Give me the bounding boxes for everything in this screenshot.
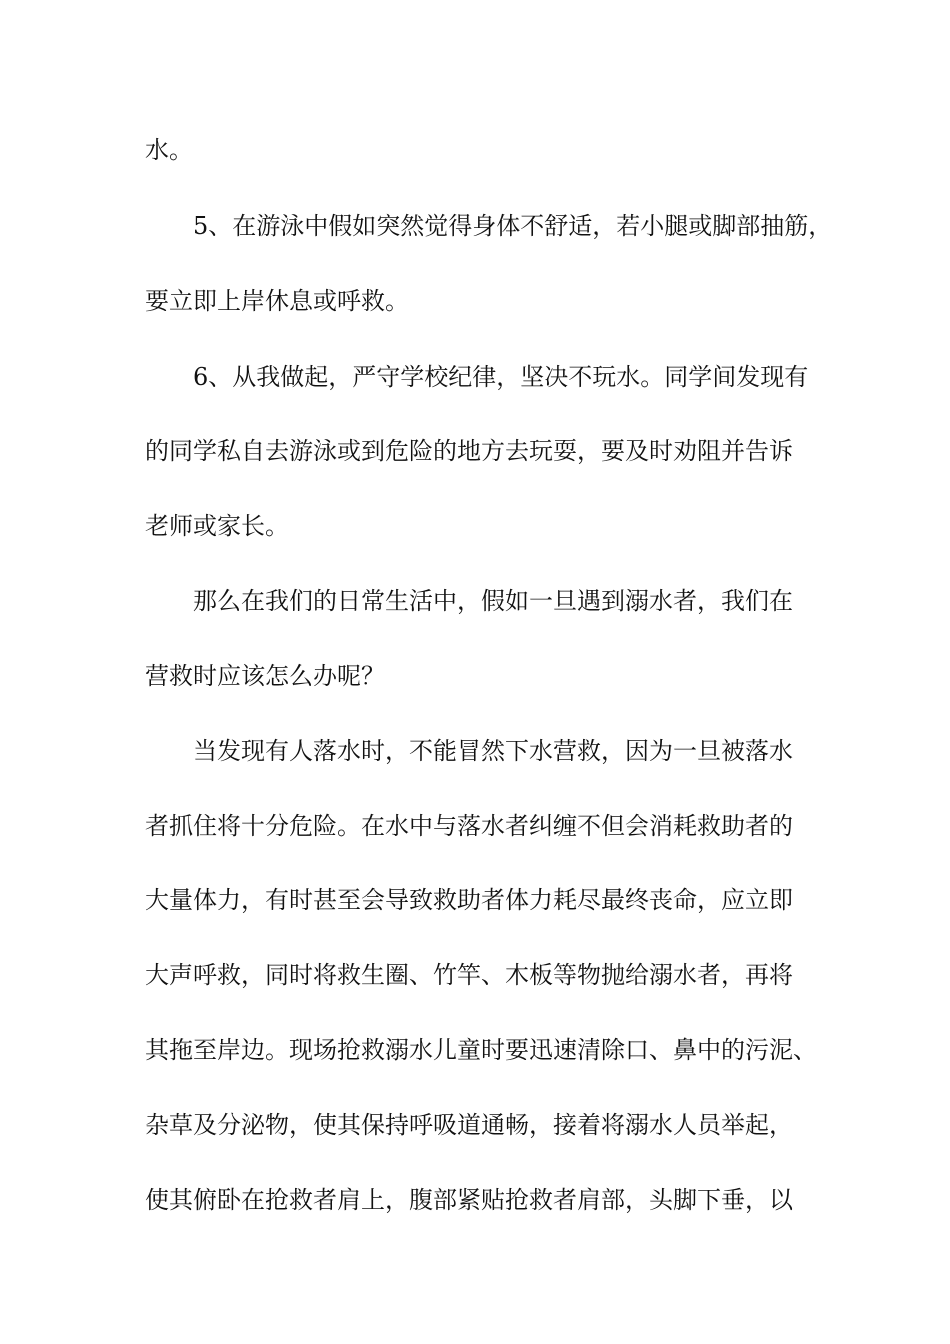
list-item-5: 5、在游泳中假如突然觉得身体不舒适，若小腿或脚部抽筋， xyxy=(193,212,833,240)
text-line: 者抓住将十分危险。在水中与落水者纠缠不但会消耗救助者的 xyxy=(145,812,793,840)
text-line: 使其俯卧在抢救者肩上，腹部紧贴抢救者肩部，头脚下垂，以 xyxy=(145,1186,793,1214)
paragraph-start: 当发现有人落水时，不能冒然下水营救，因为一旦被落水 xyxy=(193,737,793,765)
paragraph-start: 那么在我们的日常生活中，假如一旦遇到溺水者，我们在 xyxy=(193,587,793,615)
text-line: 水。 xyxy=(145,136,193,164)
text-line: 大声呼救，同时将救生圈、竹竿、木板等物抛给溺水者，再将 xyxy=(145,961,793,989)
text-line: 其拖至岸边。现场抢救溺水儿童时要迅速清除口、鼻中的污泥、 xyxy=(145,1036,817,1064)
text-line: 要立即上岸休息或呼救。 xyxy=(145,287,409,315)
text-line: 老师或家长。 xyxy=(145,512,289,540)
text-line: 大量体力，有时甚至会导致救助者体力耗尽最终丧命，应立即 xyxy=(145,886,793,914)
list-item-6: 6、从我做起，严守学校纪律，坚决不玩水。同学间发现有 xyxy=(193,363,809,391)
text-line: 的同学私自去游泳或到危险的地方去玩耍，要及时劝阻并告诉 xyxy=(145,437,793,465)
text-line: 杂草及分泌物，使其保持呼吸道通畅，接着将溺水人员举起， xyxy=(145,1111,793,1139)
text-line: 营救时应该怎么办呢？ xyxy=(145,662,385,690)
